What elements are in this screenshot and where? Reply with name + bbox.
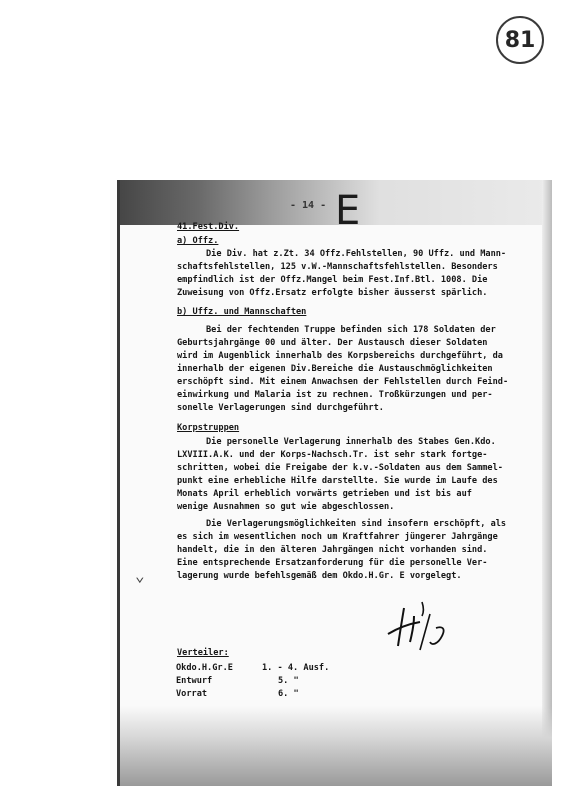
section-a-line: Zuweisung von Offz.Ersatz erfolgte bisher äusserst spärlich. xyxy=(177,288,488,298)
handwritten-signature xyxy=(384,598,454,654)
distribution-row xyxy=(176,675,335,688)
archive-stamp xyxy=(496,16,544,64)
section-a-line: Die Div. hat z.Zt. 34 Offz.Fehlstellen, 90 Uffz. und Mann- xyxy=(206,249,507,259)
corps-p2-line: Eine entsprechende Ersatzanforderung für die personelle Ver- xyxy=(177,558,488,568)
section-b-line: Bei der fechtenden Truppe befinden sich 178 Soldaten der xyxy=(206,325,496,335)
section-b-line: Geburtsjahrgänge 00 und älter. Der Austausch dieser Soldaten xyxy=(177,338,488,348)
corps-p1-line: wenige Ausnahmen so gut wie abgeschlossen. xyxy=(177,502,395,512)
corps-p1-line: punkt eine erhebliche Hilfe darstellte. Sie wurde im Laufe des xyxy=(177,476,498,486)
recipient: Entwurf xyxy=(176,676,213,686)
corps-p2-line: lagerung wurde befehlsgemäß dem Okdo.H.Gr. E vorgelegt. xyxy=(177,571,462,581)
distribution-table xyxy=(176,662,335,701)
section-b-line: einwirkung und Malaria ist zu rechnen. Troßkürzungen und per- xyxy=(177,390,493,400)
corps-p2-line: Die Verlagerungsmöglichkeiten sind insofern erschöpft, als xyxy=(206,519,507,529)
copies: 6. " xyxy=(278,689,299,699)
corps-p2-line: handelt, die in den älteren Jahrgängen nicht vorhanden sind. xyxy=(177,545,488,555)
section-b-line: innerhalb der eigenen Div.Bereiche die Austauschmöglichkeiten xyxy=(177,364,493,374)
section-b-line: sonelle Verlagerungen sind durchgeführt. xyxy=(177,403,384,413)
recipient: Vorrat xyxy=(176,689,208,699)
distribution-row xyxy=(176,688,335,701)
margin-tick-mark: ⌄ xyxy=(135,566,145,585)
section-b-line: wird im Augenblick innerhalb des Korpsbereichs durchgeführt, da xyxy=(177,351,503,361)
copies: 1. - 4. Ausf. xyxy=(262,663,330,673)
recipient: Okdo.H.Gr.E xyxy=(176,663,233,673)
division-heading: 41.Fest.Div. xyxy=(177,222,240,232)
copy-shadow-bottom xyxy=(120,706,552,786)
corps-p1-line: Monats April erheblich vorwärts getrieben und ist bis auf xyxy=(177,489,472,499)
section-a-line: schaftsfehlstellen, 125 v.W.-Mannschaftsfehlstellen. Besonders xyxy=(177,262,498,272)
section-a-label: a) Offz. xyxy=(177,236,219,246)
corps-p1-line: Die personelle Verlagerung innerhalb des Stabes Gen.Kdo. xyxy=(206,437,496,447)
handwritten-mark: E xyxy=(335,188,362,234)
section-b-label-text: b) Uffz. und Mannschaften xyxy=(177,307,307,317)
corps-p1-line: schritten, wobei die Freigabe der k.v.-Soldaten aus dem Sammel- xyxy=(177,463,503,473)
section-b-label xyxy=(177,307,306,317)
section-b-line: erschöpft sind. Mit einem Anwachsen der Fehlstellen durch Feind- xyxy=(177,377,509,387)
corps-p2-line: es sich im wesentlichen noch um Kraftfahrer jüngerer Jahrgänge xyxy=(177,532,498,542)
copies: 5. " xyxy=(278,676,299,686)
page-number: - 14 - xyxy=(290,200,327,211)
section-a-line: empfindlich ist der Offz.Mangel beim Fest.Inf.Btl. 1008. Die xyxy=(177,275,488,285)
corps-p1-line: LXVIII.A.K. und der Korps-Nachsch.Tr. ist sehr stark fortge- xyxy=(177,450,488,460)
copy-shadow-right xyxy=(542,180,552,786)
corps-troops-label: Korpstruppen xyxy=(177,423,240,433)
stamp-number: 81 xyxy=(504,27,536,53)
distribution-label: Verteiler: xyxy=(177,648,229,658)
distribution-row xyxy=(176,662,335,675)
